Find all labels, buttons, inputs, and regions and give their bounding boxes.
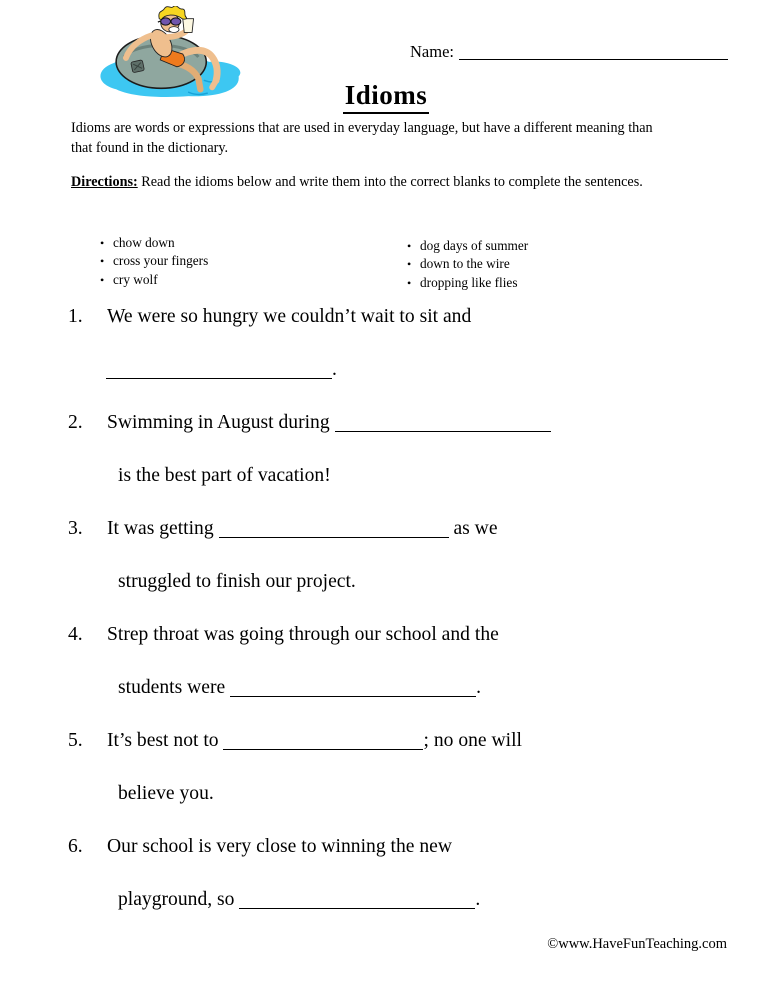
word-bank-item xyxy=(100,252,208,270)
page-title: Idioms xyxy=(343,80,430,114)
question-line xyxy=(118,889,480,911)
word-bank-item xyxy=(407,237,528,255)
question-line xyxy=(107,730,522,752)
answer-blank-line xyxy=(223,749,423,750)
question-text: Swimming in August during xyxy=(107,412,335,433)
name-blank-line xyxy=(459,59,728,60)
bullet-icon: • xyxy=(100,236,105,250)
answer-blank-line xyxy=(230,696,476,697)
word-bank-idiom: dropping like flies xyxy=(420,274,518,290)
question-text: . xyxy=(332,359,337,380)
question-line xyxy=(106,359,337,381)
question-item xyxy=(68,518,728,624)
question-number: 4. xyxy=(68,624,83,645)
question-line xyxy=(107,306,471,328)
question-number: 3. xyxy=(68,518,83,539)
sunglasses-left-lens xyxy=(161,18,171,25)
question-line xyxy=(118,465,331,487)
question-number: 2. xyxy=(68,412,83,433)
grin xyxy=(169,27,179,33)
word-bank-idiom: cry wolf xyxy=(113,271,158,287)
directions-label: Directions: xyxy=(71,174,138,190)
question-text: . xyxy=(475,889,481,910)
question-line xyxy=(118,783,214,805)
question-text: struggled to finish our project. xyxy=(118,571,356,592)
bullet-icon: • xyxy=(407,257,412,272)
question-text: is the best part of vacation! xyxy=(118,465,331,486)
sunglasses-right-lens xyxy=(171,18,181,25)
word-bank-idiom: down to the wire xyxy=(420,256,510,272)
question-text: We were so hungry we couldn’t wait to sit and xyxy=(107,306,472,327)
questions xyxy=(68,306,728,942)
answer-blank-line xyxy=(219,537,449,538)
question-line xyxy=(107,412,551,434)
word-bank-left xyxy=(100,234,208,289)
question-number: 6. xyxy=(68,836,83,857)
question-item xyxy=(68,624,728,730)
question-text: ; no one will xyxy=(423,730,522,751)
name-row xyxy=(410,42,728,62)
answer-blank-line xyxy=(335,431,551,432)
question-line xyxy=(107,624,499,646)
question-text: Our school is very close to winning the new xyxy=(107,836,453,857)
intro-paragraph: Idioms are words or expressions that are used in everyday language, but have a different meaning than that found in the dictionary. xyxy=(71,120,653,157)
question-text: Strep throat was going through our school and the xyxy=(107,624,499,645)
question-text: playground, so xyxy=(118,889,240,910)
bullet-icon: • xyxy=(100,272,105,287)
tube-patch xyxy=(131,60,145,73)
directions-paragraph xyxy=(71,172,671,192)
drink-cup xyxy=(183,19,194,33)
word-bank-idiom: dog days of summer xyxy=(420,238,529,253)
question-line xyxy=(107,836,452,858)
directions-text: Read the idioms below and write them into the correct blanks to complete the sentences. xyxy=(137,174,643,190)
question-line xyxy=(118,677,481,699)
question-text: It’s best not to xyxy=(107,730,224,751)
question-line xyxy=(107,518,498,540)
question-text: . xyxy=(476,677,481,698)
copyright-footer: ©www.HaveFunTeaching.com xyxy=(547,936,727,952)
question-item xyxy=(68,306,728,412)
question-text: students were xyxy=(118,677,231,698)
question-number: 5. xyxy=(68,730,83,751)
word-bank-idiom: cross your fingers xyxy=(113,253,209,269)
word-bank-idiom: chow down xyxy=(113,235,175,250)
bullet-icon: • xyxy=(407,239,412,253)
word-bank-right xyxy=(407,237,528,292)
name-label: Name: xyxy=(410,42,454,61)
page-title-wrap xyxy=(0,80,772,114)
answer-blank-line xyxy=(106,378,332,379)
question-text: It was getting xyxy=(107,518,219,539)
word-bank-item xyxy=(407,274,528,292)
question-line xyxy=(118,571,356,593)
question-item xyxy=(68,412,728,518)
word-bank xyxy=(0,234,772,298)
question-item xyxy=(68,836,728,942)
question-item xyxy=(68,730,728,836)
word-bank-item xyxy=(100,234,208,252)
bullet-icon: • xyxy=(407,275,412,290)
bullet-icon: • xyxy=(100,254,105,269)
word-bank-item xyxy=(407,255,528,273)
answer-blank-line xyxy=(239,908,475,909)
question-number: 1. xyxy=(68,306,83,327)
word-bank-item xyxy=(100,271,208,289)
question-text: believe you. xyxy=(118,783,214,804)
question-text: as we xyxy=(448,518,498,539)
